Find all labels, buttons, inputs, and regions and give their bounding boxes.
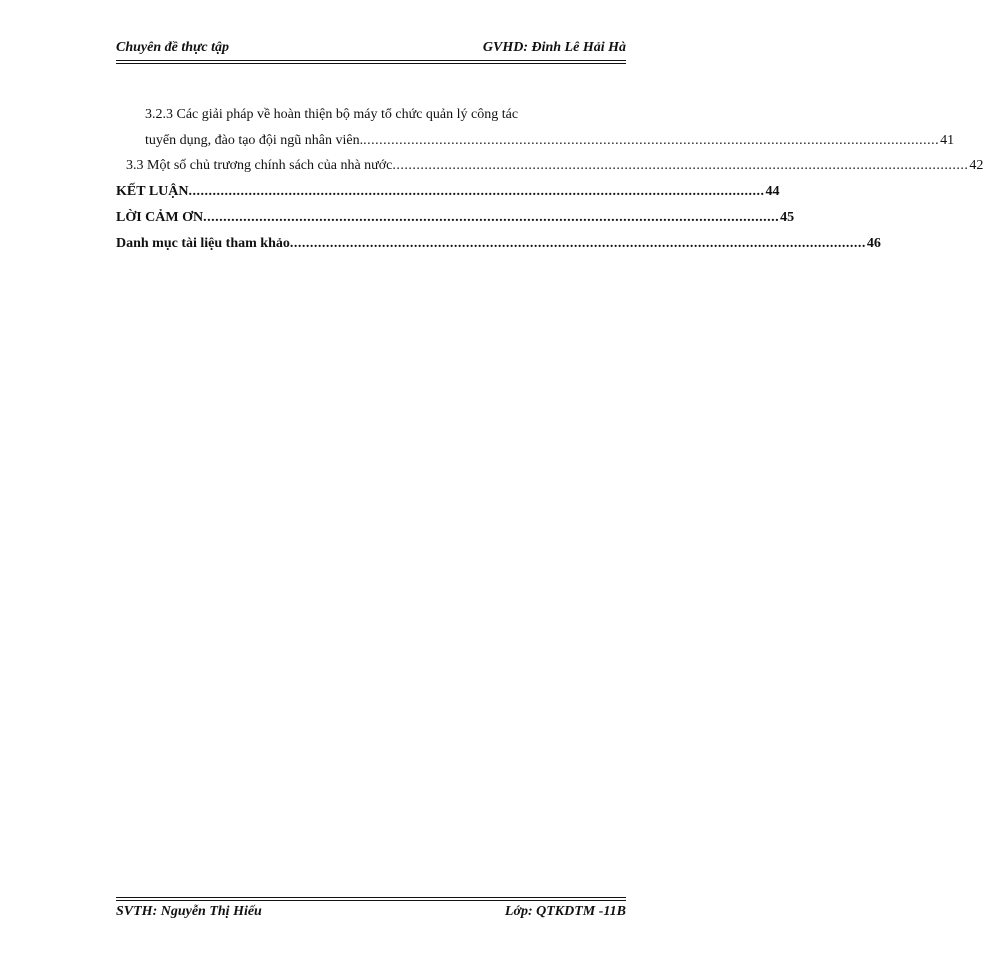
page-footer	[116, 904, 626, 924]
toc-entry-text: KẾT LUẬN	[116, 181, 188, 203]
toc-entry-text: 3.2.3 Các giải pháp về hoàn thiện bộ máy tổ chức quản lý công tác	[145, 107, 519, 122]
toc-leader-dots: ................................................................................................................................................	[203, 210, 780, 225]
header-rule	[116, 60, 626, 64]
toc-page-number: 44	[765, 184, 780, 199]
toc-page-number: 42	[969, 158, 983, 173]
toc-leader-dots: ................................................................................................................................................	[188, 184, 765, 199]
toc-entry-text: Danh mục tài liệu tham khảo	[116, 233, 290, 255]
toc-entry-loi-cam-on[interactable]	[116, 207, 795, 229]
toc-entry-3-3[interactable]	[126, 155, 983, 177]
header-title: Chuyên đề thực tập	[116, 40, 230, 55]
toc-entry-3-2-3-line1	[145, 104, 616, 126]
footer-student: SVTH: Nguyễn Thị Hiếu	[116, 904, 262, 919]
header-advisor: GVHD: Đinh Lê Hải Hà	[482, 40, 626, 55]
toc-leader-dots: ................................................................................................................................................	[363, 133, 940, 148]
toc-entry-danh-muc[interactable]	[116, 233, 881, 255]
toc-page-number: 45	[780, 210, 795, 225]
toc-leader-dots: ................................................................................................................................................	[289, 236, 866, 251]
footer-class: Lớp: QTKDTM -11B	[504, 904, 626, 919]
toc-entry-3-2-3-line2[interactable]	[145, 130, 955, 152]
toc-page-number: 41	[940, 133, 955, 148]
toc-entry-text: LỜI CẢM ƠN	[116, 207, 203, 229]
toc-leader-dots: ................................................................................................................................................	[392, 158, 969, 173]
footer-rule	[116, 897, 626, 901]
toc-entry-text: 3.3 Một số chủ trương chính sách của nhà nước	[126, 155, 392, 177]
toc-entry-ket-luan[interactable]	[116, 181, 780, 203]
toc-page-number: 46	[866, 236, 881, 251]
toc-entry-text: tuyển dụng, đào tạo đội ngũ nhân viên.	[145, 130, 363, 152]
